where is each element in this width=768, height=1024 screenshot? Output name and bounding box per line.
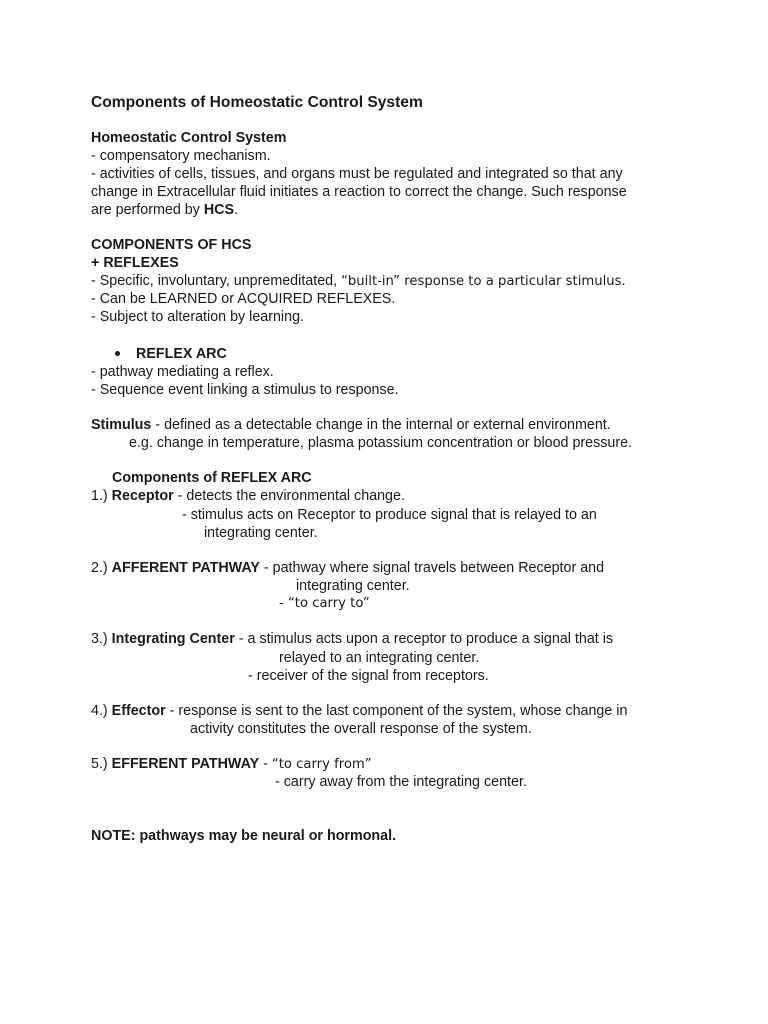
component-1-cont-2: integrating center. <box>204 525 318 541</box>
hcs-line-1: - compensatory mechanism. <box>91 148 271 164</box>
hcs-line-2: - activities of cells, tissues, and organs must be regulated and integrated so that any <box>91 166 623 182</box>
reflex-arc-heading: REFLEX ARC <box>136 346 227 362</box>
stimulus-def: - defined as a detectable change in the internal or external environment. <box>151 417 611 433</box>
component-1 <box>91 487 405 505</box>
component-5-cont-1: - carry away from the integrating center. <box>275 774 527 790</box>
reflex-arc-line-1: - pathway mediating a reflex. <box>91 364 274 380</box>
component-1-num: 1.) <box>91 488 112 504</box>
component-2 <box>91 559 604 577</box>
note: NOTE: pathways may be neural or hormonal. <box>91 828 397 844</box>
hcs-line-4-end: . <box>234 202 239 218</box>
component-3-term: Integrating Center <box>111 631 235 647</box>
hcs-line-4 <box>91 201 238 219</box>
reflex-arc-line-2: - Sequence event linking a stimulus to response. <box>91 382 399 398</box>
component-2-cont-1: integrating center. <box>296 578 410 594</box>
component-5-quote: “to carry from” <box>271 757 372 772</box>
stimulus-example: e.g. change in temperature, plasma potassium concentration or blood pressure. <box>129 435 633 451</box>
hcs-line-4-text: are performed by <box>91 202 204 218</box>
bullet-icon <box>115 351 120 356</box>
component-3 <box>91 630 613 648</box>
components-heading: COMPONENTS OF HCS <box>91 237 252 253</box>
reflexes-line-2: - Can be LEARNED or ACQUIRED REFLEXES. <box>91 291 396 307</box>
hcs-heading: Homeostatic Control System <box>91 130 287 146</box>
component-5-desc: - <box>259 756 272 772</box>
component-3-cont-1: relayed to an integrating center. <box>279 650 480 666</box>
reflexes-heading: + REFLEXES <box>91 255 179 271</box>
component-3-num: 3.) <box>91 631 112 647</box>
component-2-cont-2: - “to carry to” <box>279 596 370 611</box>
reflexes-line-1-quote: “built-in” response to a particular stimulus. <box>341 274 626 289</box>
component-4-desc: - response is sent to the last component of the system, whose change in <box>165 703 628 719</box>
component-4-num: 4.) <box>91 703 112 719</box>
component-2-term: AFFERENT PATHWAY <box>111 560 260 576</box>
component-1-desc: - detects the environmental change. <box>173 488 405 504</box>
component-4-cont-1: activity constitutes the overall response of the system. <box>190 721 532 737</box>
reflexes-line-1 <box>91 272 626 291</box>
stimulus-definition <box>91 416 611 434</box>
component-5-num: 5.) <box>91 756 112 772</box>
hcs-abbrev: HCS <box>203 202 235 218</box>
component-1-cont-1: - stimulus acts on Receptor to produce signal that is relayed to an <box>182 507 597 523</box>
hcs-line-3: change in Extracellular fluid initiates a reaction to correct the change. Such response <box>91 184 627 200</box>
component-2-num: 2.) <box>91 560 112 576</box>
component-3-cont-2: - receiver of the signal from receptors. <box>248 668 489 684</box>
reflexes-line-3: - Subject to alteration by learning. <box>91 309 304 325</box>
arc-components-heading: Components of REFLEX ARC <box>112 470 312 486</box>
component-5-term: EFFERENT PATHWAY <box>111 756 260 772</box>
component-2-desc: - pathway where signal travels between Receptor and <box>259 560 605 576</box>
component-1-term: Receptor <box>111 488 174 504</box>
component-4-term: Effector <box>111 703 166 719</box>
page-title: Components of Homeostatic Control System <box>91 94 423 111</box>
stimulus-term: Stimulus <box>91 417 152 433</box>
component-3-desc: - a stimulus acts upon a receptor to produce a signal that is <box>234 631 614 647</box>
component-4 <box>91 702 627 720</box>
reflexes-line-1-text: - Specific, involuntary, unpremeditated, <box>91 273 342 289</box>
component-5 <box>91 755 372 774</box>
